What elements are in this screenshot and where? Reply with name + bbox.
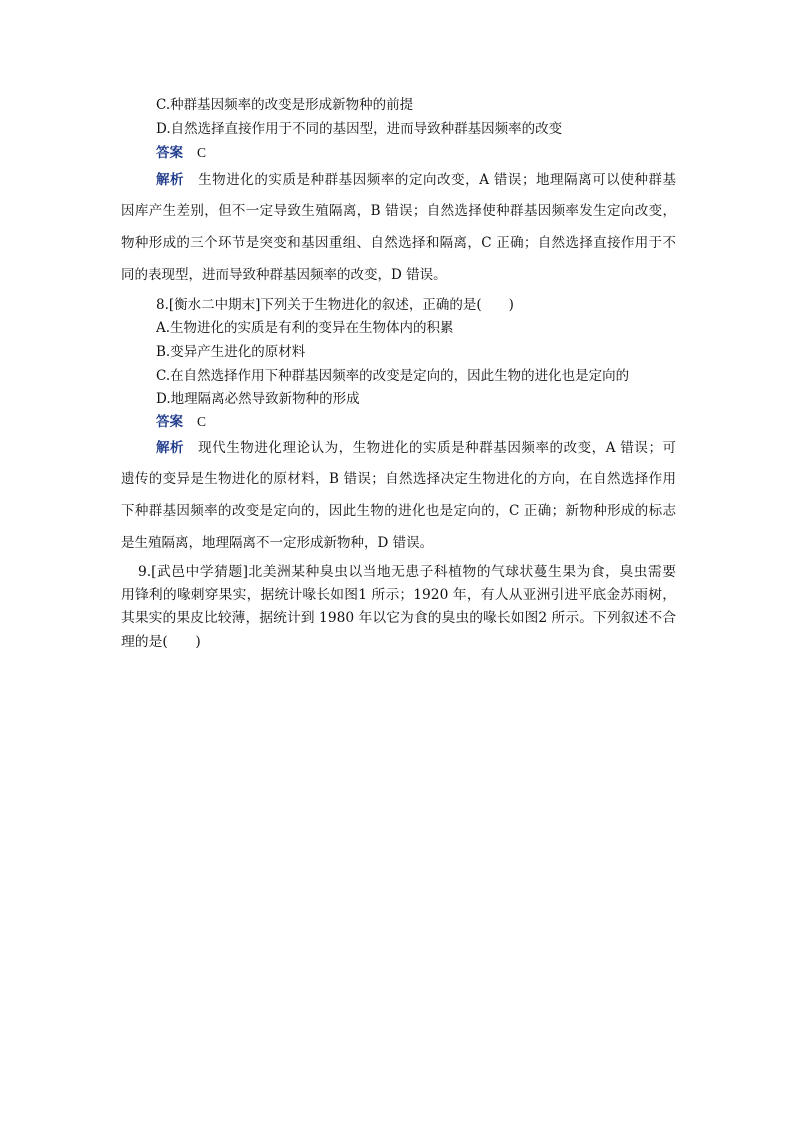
q8-option-d: D.地理隔离必然导致新物种的形成 — [156, 391, 360, 407]
q8-option-a: A.生物进化的实质是有利的变异在生物体内的积累 — [156, 320, 454, 336]
q7-answer — [156, 144, 676, 162]
analysis-text: 生物进化的实质是种群基因频率的定向改变，A 错误；地理隔离可以使种群基 — [198, 172, 676, 188]
q8-option-b: B.变异产生进化的原材料 — [156, 344, 306, 360]
answer-label: 答案 — [156, 145, 183, 161]
q9-stem-line-4: 理的是( ) — [121, 634, 201, 650]
q7-analysis-line-1 — [156, 171, 676, 189]
q8-analysis-line-1 — [156, 439, 676, 457]
q8-analysis-line-4: 是生殖隔离，地理隔离不一定形成新物种，D 错误。 — [121, 535, 434, 551]
answer-value: C — [197, 145, 207, 160]
q9-stem-line-3: 其果实的果皮比较薄，据统计到 1980 年以它为食的臭虫的喙长如图2 所示。下列叙述不合 — [121, 610, 676, 626]
q7-analysis-line-4: 同的表现型，进而导致种群基因频率的改变，D 错误。 — [121, 267, 447, 283]
q8-analysis-line-2: 遗传的变异是生物进化的原材料，B 错误；自然选择决定生物进化的方向，在自然选择作用 — [121, 471, 676, 487]
q7-analysis-line-3: 物种形成的三个环节是突变和基因重组、自然选择和隔离，C 正确；自然选择直接作用于不 — [121, 235, 676, 251]
q8-analysis-line-3: 下种群基因频率的改变是定向的，因此生物的进化也是定向的，C 正确；新物种形成的标志 — [121, 503, 676, 519]
q8-option-c: C.在自然选择作用下种群基因频率的改变是定向的，因此生物的进化也是定向的 — [156, 368, 630, 384]
q8-answer — [156, 413, 676, 431]
q7-option-c: C.种群基因频率的改变是形成新物种的前提 — [156, 97, 414, 113]
q7-analysis-line-2: 因库产生差别，但不一定导致生殖隔离，B 错误；自然选择使种群基因频率发生定向改变， — [121, 203, 676, 219]
answer-value: C — [197, 414, 207, 429]
analysis-label: 解析 — [156, 172, 185, 188]
q9-stem-line-2: 用锋利的喙刺穿果实，据统计喙长如图1 所示；1920 年，有人从亚洲引进平底金苏雨树， — [121, 587, 676, 603]
q8-stem: 8.[衡水二中期末]下列关于生物进化的叙述，正确的是( ) — [156, 297, 514, 313]
q7-option-d: D.自然选择直接作用于不同的基因型，进而导致种群基因频率的改变 — [156, 121, 563, 137]
answer-label: 答案 — [156, 414, 183, 430]
q9-stem-line-1: 9.[武邑中学猜题]北美洲某种臭虫以当地无患子科植物的气球状蔓生果为食，臭虫需要 — [138, 564, 676, 580]
analysis-text: 现代生物进化理论认为，生物进化的实质是种群基因频率的改变，A 错误；可 — [198, 440, 676, 456]
analysis-label: 解析 — [156, 440, 185, 456]
